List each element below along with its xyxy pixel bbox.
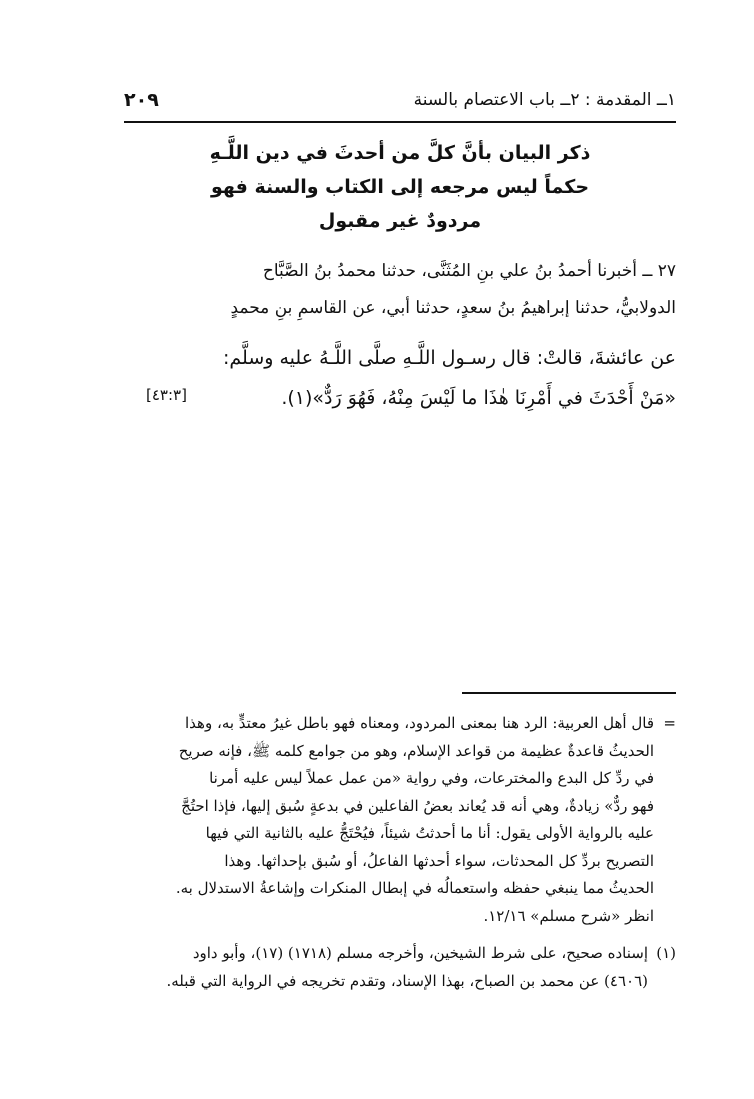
section-title: ١ــ المقدمة : ٢ــ باب الاعتصام بالسنة — [413, 90, 676, 110]
footnote-line: فهو ردٌّ» زيادةٌ، وهي أنه قد يُعاند بعضُ الفاعلين في بدعةٍ سُبق إليها، فإذا احتُجَّ — [181, 796, 654, 815]
continuation-marker: = — [663, 714, 676, 732]
footnote-marker: (١) — [656, 944, 676, 962]
footnote-line: إسناده صحيح، على شرط الشيخين، وأخرجه مسلم (١٧١٨) (١٧)، وأبو داود — [192, 944, 648, 962]
header-rule — [124, 121, 676, 123]
footnote-line: الحديثُ مما ينبغي حفظه واستعمالُه في إبطال المنكرات وإشاعةُ الاستدلال به. — [175, 879, 654, 897]
hadith-reference: [٤٣:٣] — [146, 386, 187, 404]
footnote-continuation — [124, 710, 676, 930]
footnote-separator — [462, 692, 676, 694]
chapter-title-line: ذكر البيان بأنَّ كلَّ من أحدثَ في دين اللَّـهِ — [209, 142, 591, 164]
running-header — [124, 86, 676, 114]
hadith-isnad — [124, 253, 676, 327]
chapter-title-line: حكماً ليس مرجعه إلى الكتاب والسنة فهو — [210, 176, 590, 198]
footnote-1 — [124, 940, 676, 995]
chapter-title-line: مردودٌ غير مقبول — [318, 210, 482, 232]
isnad-line: ٢٧ ــ أخبرنا أحمدُ بنُ علي بنِ المُثَنَّى، حدثنا محمدُ بنُ الصَّبَّاح — [262, 261, 676, 281]
footnote-line: عليه بالرواية الأولى يقول: أنا ما أحدثتُ شيئاً، فيُحْتَجُّ عليه بالثانية التي فيها — [205, 824, 654, 842]
page-number: ٢٠٩ — [124, 89, 159, 111]
matn-line: «مَنْ أَحْدَثَ في أَمْرِنَا هٰذَا ما لَيْسَ مِنْهُ، فَهُوَ رَدٌّ»(١). — [281, 387, 676, 409]
footnote-line: التصريح بردِّ كل المحدثات، سواء أحدثها الفاعلُ، أو سُبق بإحداثها. وهذا — [224, 851, 654, 870]
footnote-line: انظر «شرح مسلم» ١٢/١٦. — [483, 906, 654, 925]
chapter-title — [140, 136, 660, 238]
isnad-line: الدولابيُّ، حدثنا إبراهيمُ بنُ سعدٍ، حدثنا أبي، عن القاسمِ بنِ محمدٍ — [230, 298, 676, 318]
footnotes — [124, 710, 676, 995]
hadith-matn — [124, 338, 676, 418]
footnote-line: قال أهل العربية: الرد هنا بمعنى المردود، ومعناه فهو باطل غيرُ معتدٍّ به، وهذا — [185, 714, 654, 732]
matn-line: عن عائشةَ، قالتْ: قال رسـول اللَّـهِ صلَّى اللَّـهُ عليه وسلَّم: — [223, 347, 676, 369]
footnote-line: في ردِّ كل البدع والمخترعات، وفي رواية «من عمل عملاً ليس عليه أمرنا — [209, 769, 654, 787]
footnote-line: (٤٦٠٦) عن محمد بن الصباح، بهذا الإسناد، وتقدم تخريجه في الرواية التي قبله. — [166, 971, 648, 990]
footnote-line: الحديثُ قاعدةٌ عظيمة من قواعد الإسلام، وهو من جوامع كلمه ﷺ، فإنه صريح — [178, 741, 654, 760]
